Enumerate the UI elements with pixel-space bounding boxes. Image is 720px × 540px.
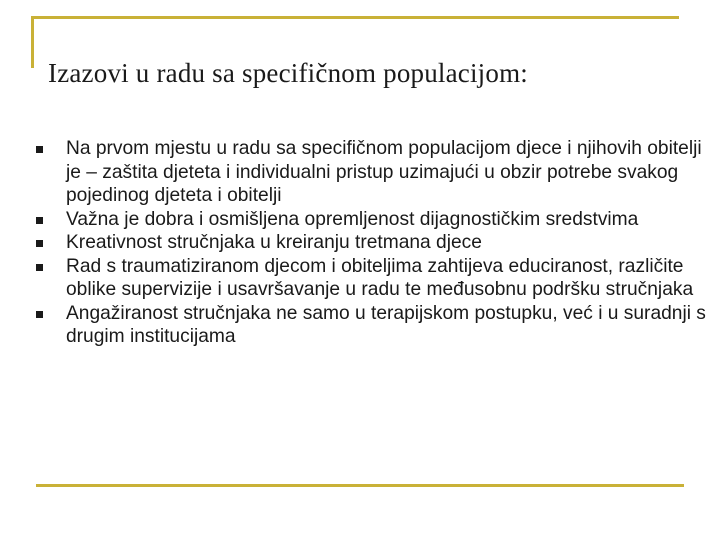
square-bullet-icon (36, 240, 43, 247)
slide-title: Izazovi u radu sa specifičnom populacijom: (48, 58, 528, 88)
bullet-text: Kreativnost stručnjaka u kreiranju tretmana djece (66, 232, 482, 253)
bullet-item (36, 208, 712, 232)
square-bullet-icon (36, 217, 43, 224)
square-bullet-icon (36, 264, 43, 271)
bullet-list (36, 137, 712, 349)
left-frame-line (31, 16, 34, 68)
square-bullet-icon (36, 311, 43, 318)
top-frame-line (31, 16, 679, 19)
bullet-item (36, 231, 712, 255)
square-bullet-icon (36, 146, 43, 153)
bullet-text: Važna je dobra i osmišljena opremljenost dijagnostičkim sredstvima (66, 208, 639, 230)
bullet-text: Rad s traumatiziranom djecom i obiteljima zahtijeva educiranost, različite oblike supervizije i usavršavanje u radu te međusobnu podršku stručnjaka (66, 255, 694, 300)
bullet-text: Angažiranost stručnjaka ne samo u terapijskom postupku, već i u suradnji s drugim institucijama (66, 302, 706, 347)
bullet-item (36, 255, 712, 302)
bullet-item (36, 302, 712, 349)
bottom-frame-line (36, 484, 684, 487)
bullet-text: Na prvom mjestu u radu sa specifičnom populacijom djece i njihovih obitelji je – zaštita djeteta i individualni pristup uzimajući u obzir potrebe svakog pojedinog djeteta i obitelji (66, 138, 702, 206)
bullet-item (36, 137, 712, 208)
